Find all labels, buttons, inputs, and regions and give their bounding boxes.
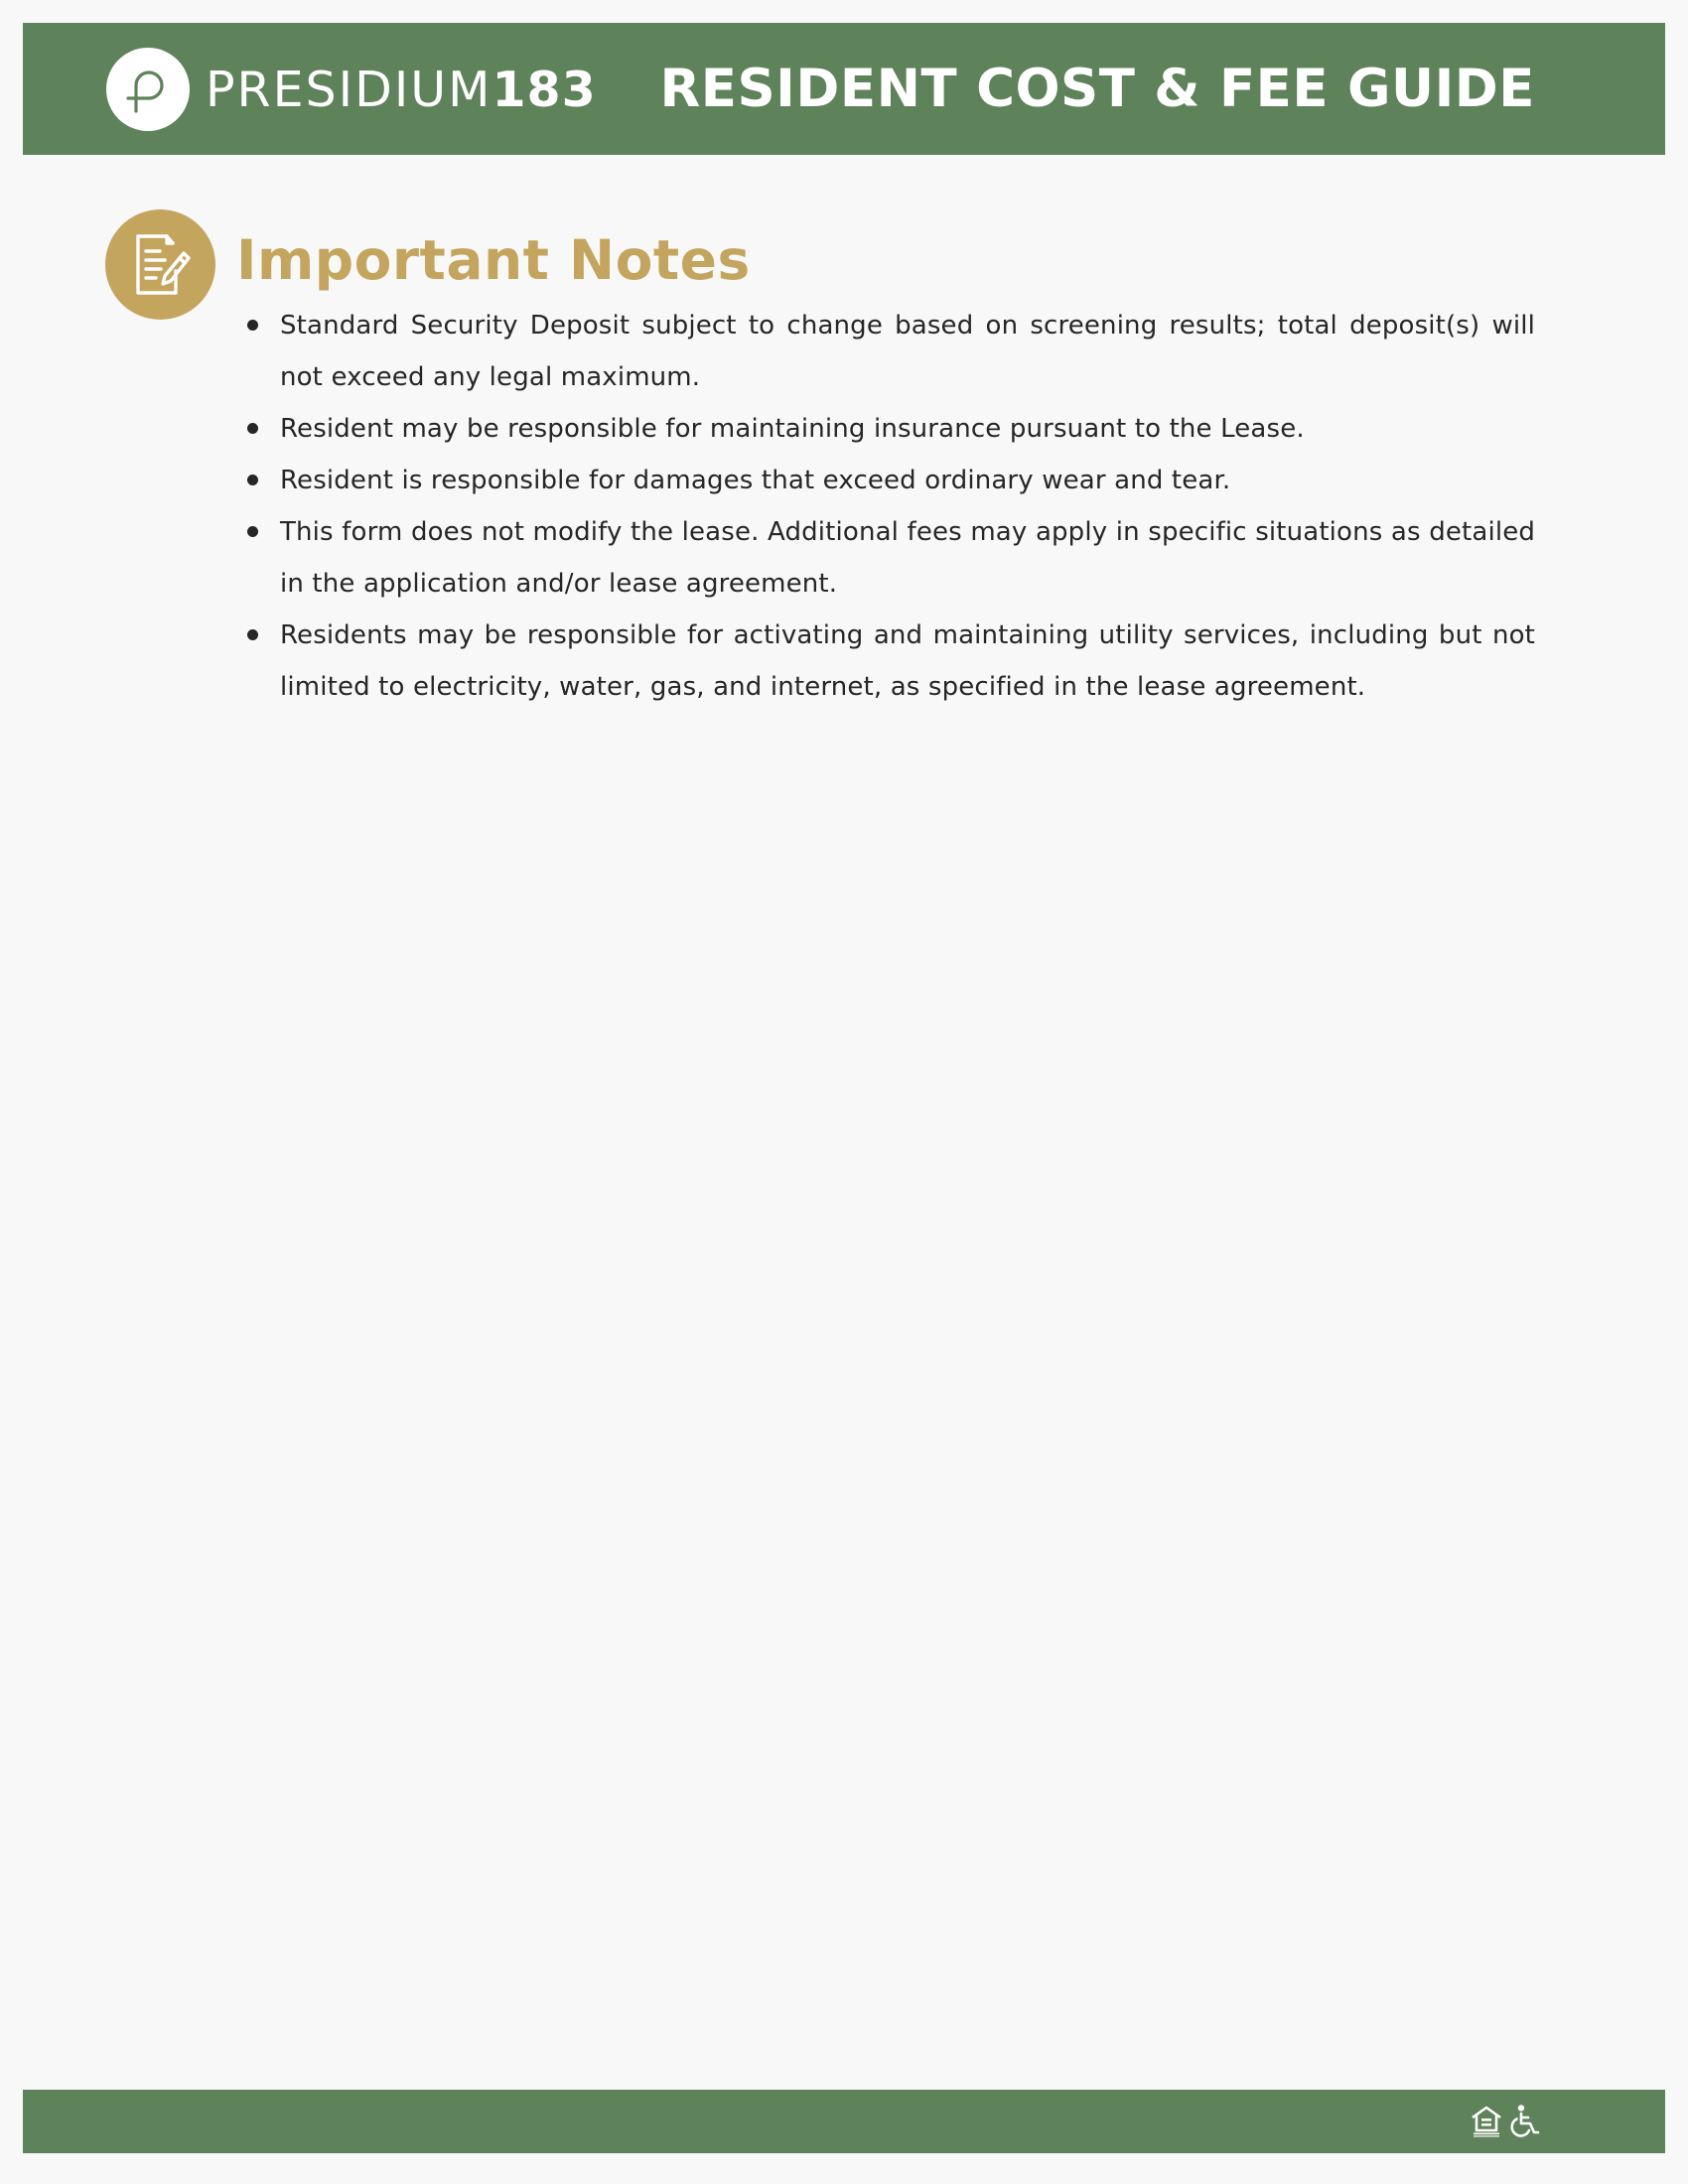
bullet-icon xyxy=(247,320,258,331)
note-text: Standard Security Deposit subject to change based on screening results; total deposit(s) will not exceed any legal maximum. xyxy=(280,311,1535,392)
bullet-icon xyxy=(247,629,258,640)
brand-name-bold: 183 xyxy=(492,61,597,118)
list-item xyxy=(280,506,1535,610)
note-text: Resident may be responsible for maintaining insurance pursuant to the Lease. xyxy=(280,414,1305,444)
notes-list xyxy=(280,300,1535,713)
note-text: Residents may be responsible for activating and maintaining utility services, including but not limited to electricity, water, gas, and internet, as specified in the lease agreement. xyxy=(280,620,1535,702)
section-title: Important Notes xyxy=(236,228,751,292)
wheelchair-accessible-icon xyxy=(1508,2104,1542,2137)
list-item xyxy=(280,300,1535,403)
bullet-icon xyxy=(247,526,258,537)
document-title: RESIDENT COST & FEE GUIDE xyxy=(659,59,1535,119)
header-bar xyxy=(23,23,1665,155)
brand-name-light: PRESIDIUM xyxy=(206,61,492,118)
bullet-icon xyxy=(247,423,258,434)
note-text: Resident is responsible for damages that exceed ordinary wear and tear. xyxy=(280,466,1231,495)
brand-logo xyxy=(106,48,597,131)
bullet-icon xyxy=(247,475,258,485)
note-text: This form does not modify the lease. Additional fees may apply in specific situations as detailed in the application and/or lease agreement. xyxy=(280,517,1535,599)
document-edit-icon xyxy=(105,209,215,320)
footer-icons xyxy=(1470,2104,1542,2137)
list-item xyxy=(280,610,1535,713)
equal-housing-opportunity-icon xyxy=(1470,2104,1503,2137)
list-item xyxy=(280,455,1535,506)
brand-name xyxy=(206,61,597,118)
list-item xyxy=(280,403,1535,455)
presidium-p-logo-icon xyxy=(106,48,190,131)
footer-bar xyxy=(23,2090,1665,2153)
